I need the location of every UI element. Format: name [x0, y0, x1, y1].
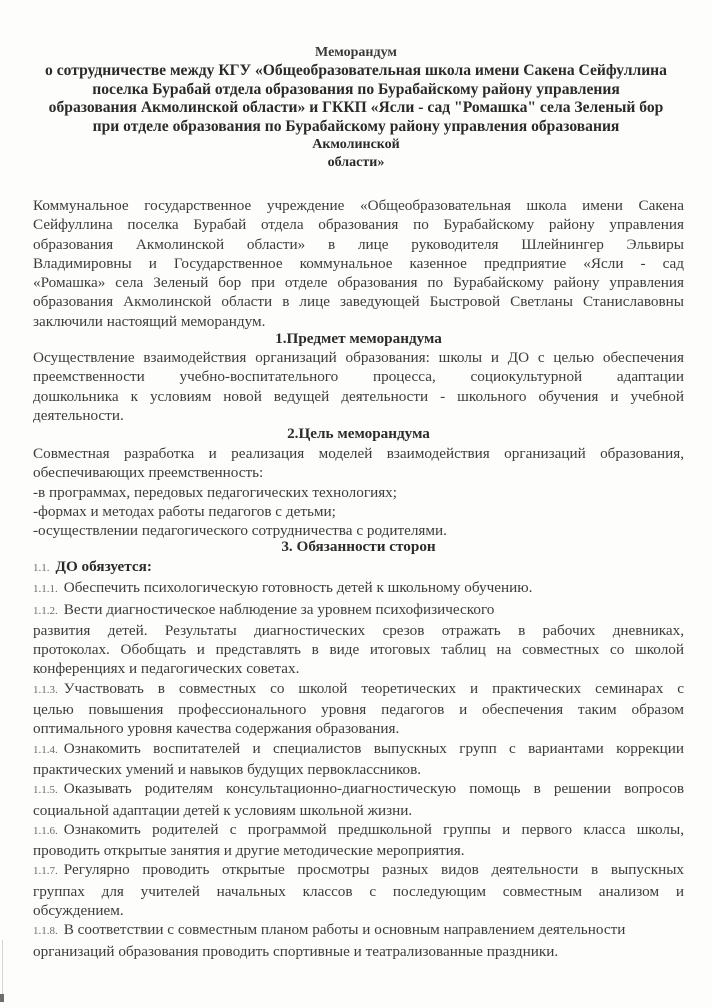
- text-line: группах для учителей начальных классов с последующим совместным анализом и: [33, 882, 684, 900]
- text-line: Сейфуллина поселка Бурабай отдела образования по Бурабайскому району управления: [33, 216, 684, 234]
- clause-1-1-2: [33, 600, 684, 621]
- text-line: образования Акмолинской области» в лице руководителя Шлейнингер Эльвиры: [33, 235, 684, 253]
- list-item: -формах и методах работы педагогов с детьми;: [33, 502, 336, 520]
- text-line: организаций образования проводить спортивные и театрализованные праздники.: [33, 942, 559, 960]
- clause-number: 1.1.7.: [33, 865, 58, 878]
- text-line: практических умений и навыков будущих первоклассников.: [33, 760, 422, 778]
- clause-1-1-6: [33, 820, 684, 841]
- clause-1-1-4: [33, 739, 684, 760]
- memorandum-title: [20, 44, 692, 173]
- section-heading-subject: 1.Предмет меморандума: [275, 330, 442, 347]
- text-line: Осуществление взаимодействия организаций образования: школы и ДО с целью обеспечения: [33, 349, 684, 366]
- text-line: проводить открытые занятия и другие методические мероприятия.: [33, 842, 465, 860]
- clause-number: 1.1.1.: [33, 583, 58, 596]
- clause-text: Участвовать в совместных со школой теоретических и практических семинарах с: [63, 679, 684, 697]
- scan-edge-mark: [0, 994, 4, 1002]
- section-obligations-body: [33, 557, 684, 961]
- clause-text: Оказывать родителям консультационно-диагностическую помощь в решении вопросов: [63, 780, 684, 798]
- clause-text: Вести диагностическое наблюдение за уровнем психофизического: [63, 600, 495, 618]
- text-line: обсуждением.: [33, 902, 124, 920]
- clause-1-1-7: [33, 860, 684, 881]
- title-line: области»: [327, 155, 385, 171]
- title-line: Меморандум: [315, 45, 397, 60]
- text-line: Коммунальное государственное учреждение «Общеобразовательная школа имени Сакена: [33, 197, 684, 214]
- title-line: при отделе образования по Бурабайскому району управления образования: [92, 117, 620, 135]
- clause-number: 1.1.: [33, 562, 50, 574]
- clause-number: 1.1.4.: [33, 743, 58, 756]
- clause-number: 1.1.2.: [33, 604, 58, 617]
- text-line: социальной адаптации детей к условиям школьной жизни.: [33, 801, 413, 819]
- text-line: целью повышения профессионального уровня педагогов и обеспечения таким образом: [33, 701, 684, 719]
- text-line: деятельности.: [33, 406, 124, 424]
- clause-1-1-3: [33, 679, 684, 700]
- section-goal-paragraph: [33, 444, 684, 540]
- text-line: «Ромашка» села Зеленый бор при отделе образования по Бурабайскому району управления: [33, 274, 684, 292]
- scan-edge-line: [2, 940, 3, 1000]
- clause-text: Ознакомить воспитателей и специалистов выпускных групп с вариантами коррекции: [63, 739, 684, 757]
- text-line: дошкольника к условиям новой ведущей деятельности - школьного обучения и учебной: [33, 387, 684, 405]
- text-line: конференциях и педагогических советах.: [33, 660, 300, 678]
- text-line: обеспечивающих преемственность:: [33, 464, 264, 482]
- text-line: оптимального уровня качества содержания образования.: [33, 720, 400, 738]
- text-line: Владимировны и Государственное коммунальное казенное предприятие «Ясли - сад: [33, 254, 684, 272]
- title-line: Акмолинской: [312, 137, 400, 153]
- section-subject-paragraph: [33, 348, 684, 425]
- sub-heading-text: ДО обязуется:: [55, 558, 152, 575]
- text-line: заключили настоящий меморандум.: [33, 312, 266, 330]
- section-heading-obligations: 3. Обязанности сторон: [281, 538, 436, 555]
- text-line: развития детей. Результаты диагностических срезов отражать в рабочих дневниках,: [33, 621, 684, 639]
- list-item: -осуществлении педагогического сотрудничества с родителями.: [33, 522, 447, 540]
- title-line: поселка Бурабай отдела образования по Бурабайскому району управления: [92, 80, 620, 98]
- clause-text: Обеспечить психологическую готовность детей к школьному обучению.: [63, 579, 533, 597]
- text-line: Совместная разработка и реализация моделей взаимодействия организаций образования,: [33, 445, 684, 462]
- sub-heading: [33, 557, 684, 578]
- clause-1-1-1: [33, 578, 684, 599]
- clause-text: В соответствии с совместным планом работы и основным направлением деятельности: [63, 921, 626, 939]
- title-line: о сотрудничестве между КГУ «Общеобразовательная школа имени Сакена Сейфуллина: [45, 62, 667, 80]
- preamble-paragraph: [33, 196, 684, 331]
- clause-1-1-5: [33, 779, 684, 800]
- text-line: преемственности учебно-воспитательного процесса, социокультурной адаптации: [33, 368, 684, 386]
- title-line: образования Акмолинской области» и ГККП «Ясли - сад "Ромашка" села Зеленый бор: [48, 99, 664, 117]
- clause-text: Регулярно проводить открытые просмотры разных видов деятельности в выпускных: [63, 861, 684, 879]
- section-heading-goal: 2.Цель меморандума: [287, 425, 430, 442]
- text-line: образования Акмолинской области в лице заведующей Быстровой Светланы Станиславовны: [33, 293, 684, 311]
- clause-number: 1.1.3.: [33, 683, 58, 696]
- clause-text: Ознакомить родителей с программой предшкольной группы и первого класса школы,: [63, 820, 684, 838]
- clause-1-1-8: [33, 920, 684, 941]
- list-item: -в программах, передовых педагогических технологиях;: [33, 483, 397, 501]
- text-line: протоколах. Обобщать и представлять в виде итоговых таблиц на совместных со школой: [33, 641, 684, 659]
- clause-number: 1.1.6.: [33, 824, 58, 837]
- clause-number: 1.1.5.: [33, 784, 58, 797]
- clause-number: 1.1.8.: [33, 925, 58, 938]
